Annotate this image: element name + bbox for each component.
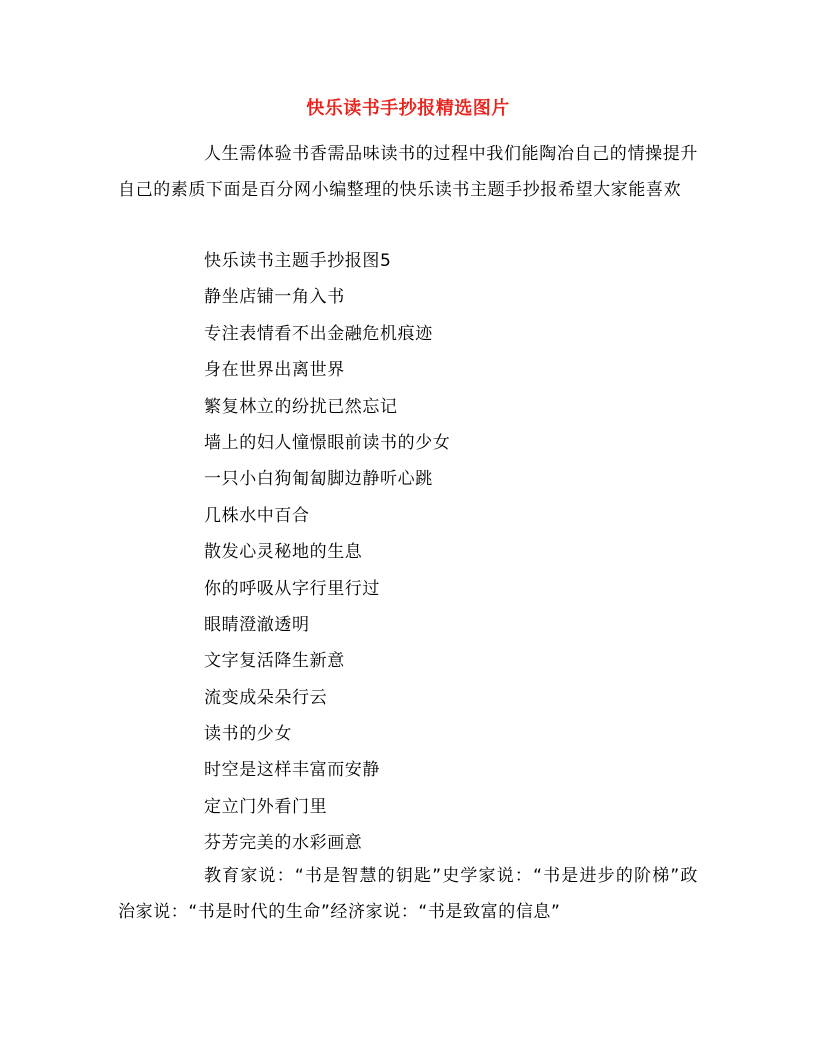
poem-lines <box>204 243 704 862</box>
poem-line: 芬芳完美的水彩画意 <box>204 833 363 854</box>
poem-line: 繁复林立的纷扰已然忘记 <box>204 396 398 417</box>
poem-line: 一只小白狗匍匐脚边静听心跳 <box>204 469 433 490</box>
poem-line: 流变成朵朵行云 <box>204 687 328 708</box>
poem-line: 读书的少女 <box>204 724 292 745</box>
poem-line: 时空是这样丰富而安静 <box>204 760 380 781</box>
poem-line: 你的呼吸从字行里行过 <box>204 578 380 599</box>
poem-line: 专注表情看不出金融危机痕迹 <box>204 323 433 344</box>
poem-line: 墙上的妇人憧憬眼前读书的少女 <box>204 432 451 453</box>
intro-paragraph: 人生需体验书香需品味读书的过程中我们能陶冶自己的情操提升自己的素质下面是百分网小编整理的快乐读书主题手抄报希望大家能喜欢 <box>118 144 698 200</box>
poem-line: 文字复活降生新意 <box>204 651 345 672</box>
poem-line: 身在世界出离世界 <box>204 360 345 381</box>
document-title: 快乐读书手抄报精选图片 <box>306 98 510 119</box>
poem-line: 快乐读书主题手抄报图5 <box>204 251 392 271</box>
poem-line: 眼睛澄澈透明 <box>204 614 310 635</box>
poem-line: 几株水中百合 <box>204 505 310 526</box>
poem-line: 散发心灵秘地的生息 <box>204 542 363 563</box>
poem-line: 定立门外看门里 <box>204 796 328 817</box>
closing-paragraph: 教育家说：“书是智慧的钥匙”史学家说：“书是进步的阶梯”政治家说：“书是时代的生命”经济家说：“书是致富的信息” <box>118 866 698 922</box>
poem-line: 静坐店铺一角入书 <box>204 287 345 308</box>
